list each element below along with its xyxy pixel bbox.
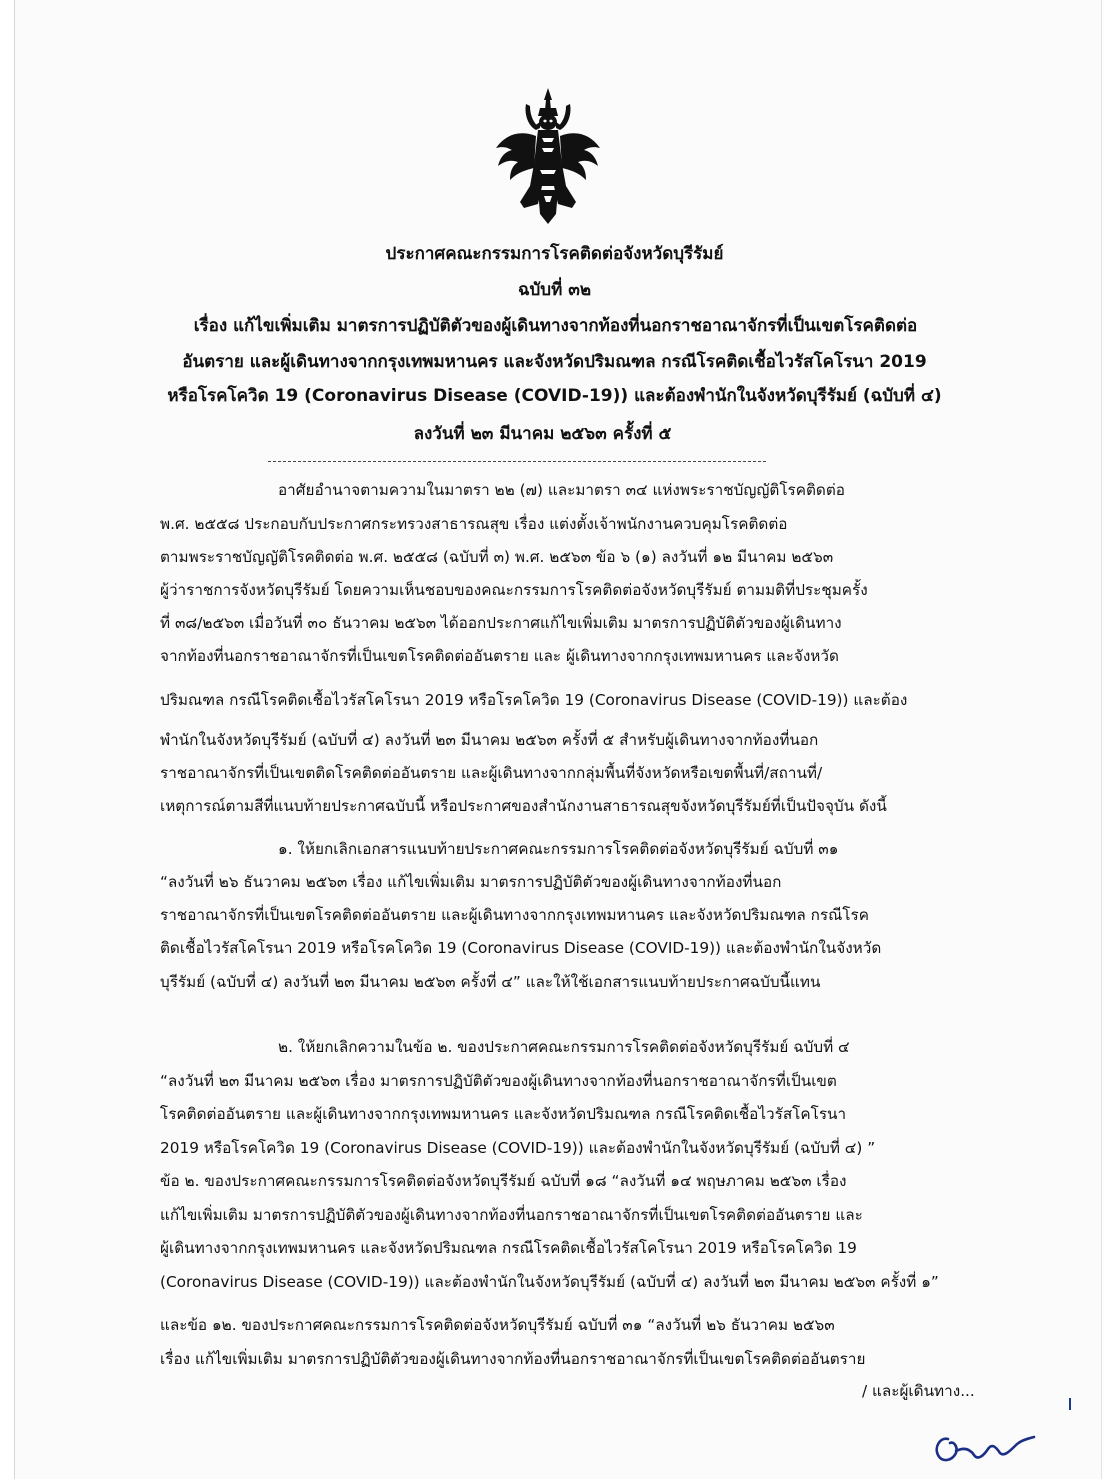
body-line: พำนักในจังหวัดบุรีรัมย์ (ฉบับที่ ๔) ลงวันที่ ๒๓ มีนาคม ๒๕๖๓ ครั้งที่ ๕ สำหรับผู้เดินทางจากท้องที่นอก xyxy=(160,731,819,749)
announcement-title: ประกาศคณะกรรมการโรคติดต่อจังหวัดบุรีรัมย์ xyxy=(385,244,724,264)
clause-2-line: ผู้เดินทางจากกรุงเทพมหานคร และจังหวัดปริมณฑล กรณีโรคติดเชื้อไวรัสโคโรนา 2019 หรือโรคโควิด 19 xyxy=(160,1239,857,1257)
announcement-number: ฉบับที่ ๓๒ xyxy=(517,280,592,300)
clause-2-line: 2019 หรือโรคโควิด 19 (Coronavirus Disease (COVID-19)) และต้องพำนักในจังหวัดบุรีรัมย์ (ฉบับที่ ๔) ” xyxy=(160,1139,876,1157)
garuda-emblem-icon xyxy=(490,86,606,226)
body-line: ที่ ๓๘/๒๕๖๓ เมื่อวันที่ ๓๐ ธันวาคม ๒๕๖๓ ได้ออกประกาศแก้ไขเพิ่มเติม มาตรการปฏิบัติตัวของผู้เดินทาง xyxy=(160,614,842,632)
clause-2-line: โรคติดต่ออันตราย และผู้เดินทางจากกรุงเทพมหานคร และจังหวัดปริมณฑล กรณีโรคติดเชื้อไวรัสโคโรนา xyxy=(160,1105,847,1123)
body-line: ตามพระราชบัญญัติโรคติดต่อ พ.ศ. ๒๕๕๘ (ฉบับที่ ๓) พ.ศ. ๒๕๖๓ ข้อ ๖ (๑) ลงวันที่ ๑๒ มีนาคม ๒๕๖๓ xyxy=(160,548,834,566)
separator-line xyxy=(268,461,766,462)
body-line: เหตุการณ์ตามสีที่แนบท้ายประกาศฉบับนี้ หรือประกาศของสำนักงานสาธารณสุขจังหวัดบุรีรัมย์ที่เป็นปัจจุบัน ดังนี้ xyxy=(160,797,887,815)
body-line: พ.ศ. ๒๕๕๘ ประกอบกับประกาศกระทรวงสาธารณสุข เรื่อง แต่งตั้งเจ้าพนักงานควบคุมโรคติดต่อ xyxy=(160,515,788,533)
clause-1-line: ๑. ให้ยกเลิกเอกสารแนบท้ายประกาศคณะกรรมการโรคติดต่อจังหวัดบุรีรัมย์ ฉบับที่ ๓๑ xyxy=(278,840,839,858)
clause-2-line: ๒. ให้ยกเลิกความในข้อ ๒. ของประกาศคณะกรรมการโรคติดต่อจังหวัดบุรีรัมย์ ฉบับที่ ๔ xyxy=(278,1038,850,1056)
body-line: ราชอาณาจักรที่เป็นเขตติดโรคติดต่ออันตราย และผู้เดินทางจากกลุ่มพื้นที่จังหวัดหรือเขตพื้นที่/สถานที่/ xyxy=(160,764,823,782)
clause-2-line: เรื่อง แก้ไขเพิ่มเติม มาตรการปฏิบัติตัวของผู้เดินทางจากท้องที่นอกราชอาณาจักรที่เป็นเขตโรคติดต่ออันตราย xyxy=(160,1350,866,1368)
body-line: ผู้ว่าราชการจังหวัดบุรีรัมย์ โดยความเห็นชอบของคณะกรรมการโรคติดต่อจังหวัดบุรีรัมย์ ตามมติที่ประชุมครั้ง xyxy=(160,581,868,599)
clause-2-line: แก้ไขเพิ่มเติม มาตรการปฏิบัติตัวของผู้เดินทางจากท้องที่นอกราชอาณาจักรที่เป็นเขตโรคติดต่ออันตราย และ xyxy=(160,1206,863,1224)
body-line: จากท้องที่นอกราชอาณาจักรที่เป็นเขตโรคติดต่ออันตราย และ ผู้เดินทางจากกรุงเทพมหานคร และจังหวัด xyxy=(160,647,839,665)
clause-1-line: “ลงวันที่ ๒๖ ธันวาคม ๒๕๖๓ เรื่อง แก้ไขเพิ่มเติม มาตรการปฏิบัติตัวของผู้เดินทางจากท้องที่นอก xyxy=(160,873,782,891)
clause-1-line: บุรีรัมย์ (ฉบับที่ ๔) ลงวันที่ ๒๓ มีนาคม ๒๕๖๓ ครั้งที่ ๔” และให้ใช้เอกสารแนบท้ายประกาศฉบับนี้แทน xyxy=(160,973,821,991)
subject-line-1: เรื่อง แก้ไขเพิ่มเติม มาตรการปฏิบัติตัวของผู้เดินทางจากท้องที่นอกราชอาณาจักรที่เป็นเขตโรคติดต่อ xyxy=(193,316,918,336)
body-line: ปริมณฑล กรณีโรคติดเชื้อไวรัสโคโรนา 2019 หรือโรคโควิด 19 (Coronavirus Disease (COVID-19)) และต้อง xyxy=(160,691,908,709)
clause-1-line: ราชอาณาจักรที่เป็นเขตโรคติดต่ออันตราย และผู้เดินทางจากกรุงเทพมหานคร และจังหวัดปริมณฑล กรณีโรค xyxy=(160,906,869,924)
clause-2-line: (Coronavirus Disease (COVID-19)) และต้องพำนักในจังหวัดบุรีรัมย์ (ฉบับที่ ๔) ลงวันที่ ๒๓ มีนาคม ๒๕๖๓ ครั้งที่ ๑” xyxy=(160,1273,939,1291)
body-line: อาศัยอำนาจตามความในมาตรา ๒๒ (๗) และมาตรา ๓๔ แห่งพระราชบัญญัติโรคติดต่อ xyxy=(278,481,845,499)
clause-2-line: ข้อ ๒. ของประกาศคณะกรรมการโรคติดต่อจังหวัดบุรีรัมย์ ฉบับที่ ๑๘ “ลงวันที่ ๑๔ พฤษภาคม ๒๕๖๓ เรื่อง xyxy=(160,1172,847,1190)
clause-2-line: “ลงวันที่ ๒๓ มีนาคม ๒๕๖๓ เรื่อง มาตรการปฏิบัติตัวของผู้เดินทางจากท้องที่นอกราชอาณาจักรที่เป็นเขต xyxy=(160,1072,837,1090)
subject-date-line: ลงวันที่ ๒๓ มีนาคม ๒๕๖๓ ครั้งที่ ๕ xyxy=(413,424,672,444)
subject-line-3: หรือโรคโควิด 19 (Coronavirus Disease (COVID-19)) และต้องพำนักในจังหวัดบุรีรัมย์ (ฉบับที่ ๔) xyxy=(167,386,942,406)
clause-1-line: ติดเชื้อไวรัสโคโรนา 2019 หรือโรคโควิด 19 (Coronavirus Disease (COVID-19)) และต้องพำนักในจังหวัด xyxy=(160,939,882,957)
handwritten-signature-icon xyxy=(930,1425,1040,1469)
clause-2-line: และข้อ ๑๒. ของประกาศคณะกรรมการโรคติดต่อจังหวัดบุรีรัมย์ ฉบับที่ ๓๑ “ลงวันที่ ๒๖ ธันวาคม ๒๕๖๓ xyxy=(160,1316,835,1334)
subject-line-2: อันตราย และผู้เดินทางจากกรุงเทพมหานคร และจังหวัดปริมณฑล กรณีโรคติดเชื้อไวรัสโคโรนา 2019 xyxy=(182,352,927,372)
continued-marker: / และผู้เดินทาง... xyxy=(862,1382,975,1400)
ink-mark-icon xyxy=(1068,1398,1072,1410)
